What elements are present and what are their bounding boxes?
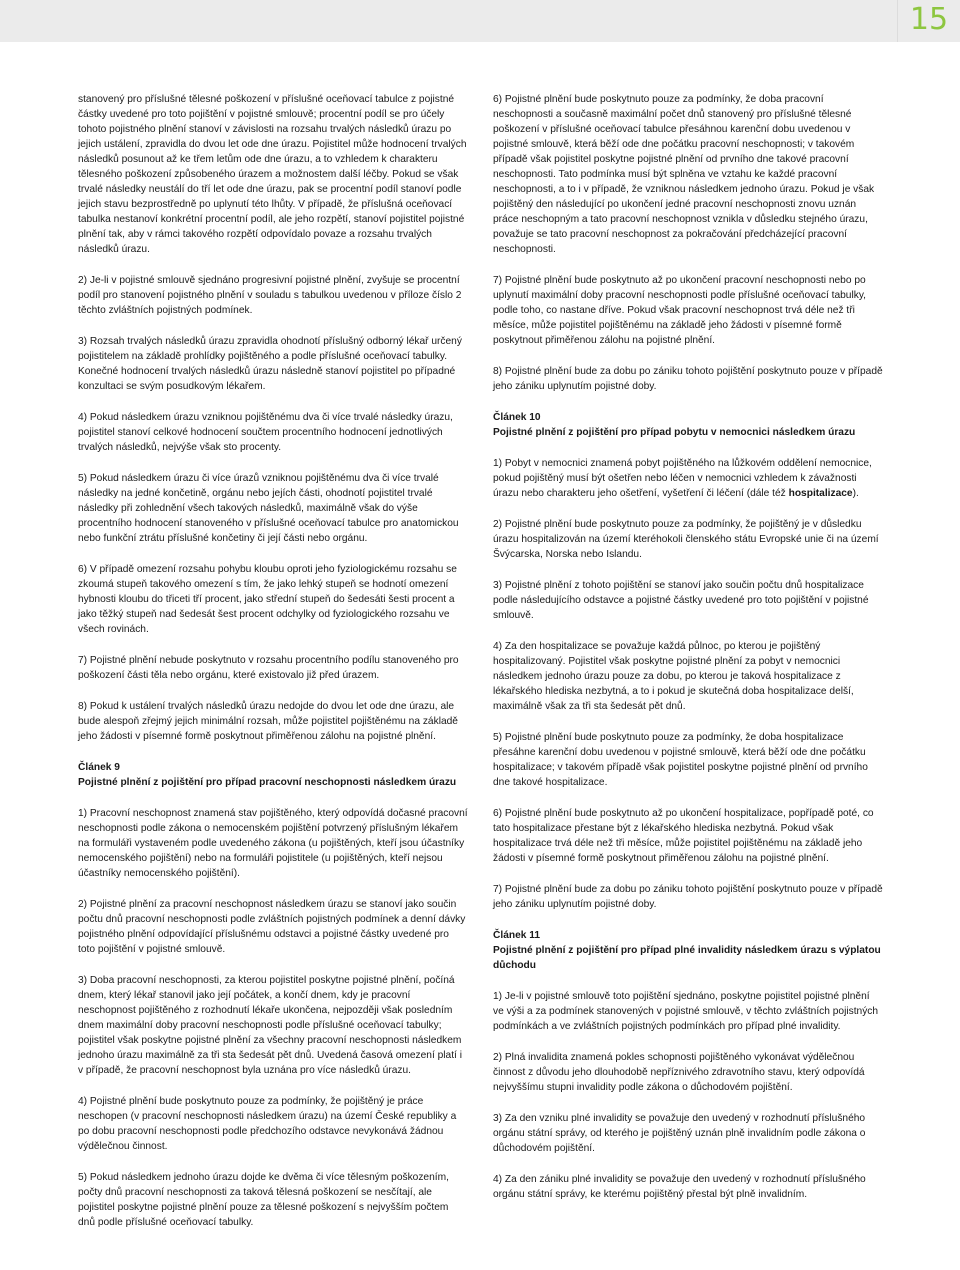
paragraph: 5) Pojistné plnění bude poskytnuto pouze za podmínky, že doba hospitalizace přesáhne karenční dobu uvedenou v pojistné smlouvě, která běží ode dne počátku hospitalizace; v takovém případě však pojistitel poskytne pojistné plnění od prvního dne takové hospitalizace. xyxy=(493,732,868,788)
paragraph: 3) Rozsah trvalých následků úrazu zpravidla ohodnotí příslušný odborný lékař určený pojistitelem na základě prohlídky pojištěného a podle příslušné oceňovací tabulky. Konečné hodnocení trvalých následků úrazu následně stanoví pojistitel po případné konzultaci se svým posudkovým lékařem. xyxy=(78,336,462,392)
paragraph: 7) Pojistné plnění bude poskytnuto až po ukončení pracovní neschopnosti nebo po uplynutí maximální doby pracovní neschopnosti podle příslušné oceňovací tabulky, podle toho, co nastane dříve. Pokud však pracovní neschopnost trvá déle než tři měsíce, může pojistitel pojištěnému na základě jeho žádosti v písemné formě poskytnout přiměřenou zálohu na pojistné plnění. xyxy=(493,275,867,346)
paragraph: 6) Pojistné plnění bude poskytnuto až po ukončení hospitalizace, popřípadě poté, co tato hospitalizace přestane být z lékařského hlediska nezbytná. Pokud však hospitalizace trvá déle než tři měsíce, může pojistitel pojištěnému na základě jeho žádosti v písemné formě poskytnout přiměřenou zálohu na pojistné plnění. xyxy=(493,808,874,864)
article-title: Pojistné plnění z pojištění pro případ pracovní neschopnosti následkem úrazu xyxy=(78,777,457,788)
paragraph: 5) Pokud následkem úrazu či více úrazů vzniknou pojištěnému dva či více trvalé následky na jedné končetině, orgánu nebo jejích části, ohodnotí pojistitel trvalé následky při zohlednění všech takových následků, maximálně však do výše procentního hodnocení stanoveného v příslušné oceňovací tabulce pro anatomickou nebo funkční ztrátu příslušné končetiny či její části nebo orgánu. xyxy=(78,473,459,544)
paragraph: 3) Pojistné plnění z tohoto pojištění se stanoví jako součin počtu dnů hospitalizace podle následujícího odstavce a pojistné částky uvedené pro toto pojištění v pojistné smlouvě. xyxy=(493,580,869,621)
paragraph: 1) Je-li v pojistné smlouvě toto pojištění sjednáno, poskytne pojistitel pojistné plnění ve výši a za podmínek stanovených v pojistné smlouvě, v těchto zvláštních pojistných podmínkách a ve zvláštních pojistných podmínkách pro případ plné invalidity. xyxy=(493,991,879,1032)
paragraph: 4) Za den hospitalizace se považuje každá půlnoc, po kterou je pojištěný hospitalizovaný. Pojistitel však poskytne pojistné plnění za pobyt v nemocnici následkem jednoho úrazu pouze za dobu, po kterou je taková hospitalizace z lékařského hlediska nezbytná, a to i pokud je skutečná doba hospitalizace delší, maximálně však za tři sta šedesát pět dnů. xyxy=(493,641,854,712)
paragraph: 3) Doba pracovní neschopnosti, za kterou pojistitel poskytne pojistné plnění, počíná dnem, který lékař stanovil jako její počátek, a končí dnem, kdy je pracovní neschopnost pojištěného z rozhodnutí lékaře ukončena, nejpozději však posledním dnem maximální doby pracovní neschopnosti podle příslušné oceňovací tabulky; pojistitel však poskytne pojistné plnění za všechny pracovní neschopnosti následkem jednoho úrazu maximálně za tři sta šedesát pět dnů. Uvedená časová omezení platí i v případě, že pracovní neschopnost byla uznána pro více následků úrazu. xyxy=(78,975,462,1076)
paragraph: stanovený pro příslušné tělesné poškození v příslušné oceňovací tabulce z pojistné částky uvedené pro toto pojištění v pojistné smlouvě; procentní podíl se pro účely tohoto pojistného plnění stanoví v závislosti na rozsahu trvalých následků úrazu po jejich ustálení, zpravidla do dvou let ode dne úrazu. Pojistitel může hodnocení trvalých následků posunout až ke třem letům ode dne úrazu, a to vzhledem k charakteru tělesného poškození způsobeného úrazem a možnostem další léčby. Pokud se však trvalé následky neustálí do tří let ode dne úrazu, pak se procentní podíl stanoví podle jejich stavu bezprostředně po uplynutí této lhůty. V případě, že příslušná oceňovací tabulka nestanoví konkrétní procentní podíl, ale jeho rozpětí, stanoví pojistitel pojistné plnění tak, aby v rámci takového rozpětí odpovídalo povaze a rozsahu trvalých následků úrazu. xyxy=(78,94,467,255)
paragraph: 7) Pojistné plnění nebude poskytnuto v rozsahu procentního podílu stanoveného pro poškození části těla nebo orgánu, které existovalo již před úrazem. xyxy=(78,655,459,681)
header-bar xyxy=(0,0,960,42)
article-title: Pojistné plnění z pojištění pro případ plné invalidity následkem úrazu s výplatou důchodu xyxy=(493,945,881,971)
article-heading xyxy=(78,760,468,790)
article-title: Pojistné plnění z pojištění pro případ pobytu v nemocnici následkem úrazu xyxy=(493,427,856,438)
right-column xyxy=(493,92,883,1218)
article-number: Článek 9 xyxy=(78,762,120,773)
defined-term: hospitalizace xyxy=(788,488,853,499)
paragraph: 3) Za den vzniku plné invalidity se považuje den uvedený v rozhodnutí příslušného orgánu státní správy, od kterého je pojištěný uznán plně invalidním podle zákona o důchodovém pojištění. xyxy=(493,1113,866,1154)
paragraph: 7) Pojistné plnění bude za dobu po zániku tohoto pojištění poskytnuto pouze v případě jeho zániku uplynutím pojistné doby. xyxy=(493,884,883,910)
paragraph: 4) Pokud následkem úrazu vzniknou pojištěnému dva či více trvalé následky úrazu, pojistitel stanoví celkové hodnocení součtem procentního hodnocení jednotlivých trvalých následků, nejvýše však sto procenty. xyxy=(78,412,453,453)
paragraph: 2) Plná invalidita znamená pokles schopnosti pojištěného vykonávat výdělečnou činnost z důvodu jeho dlouhodobě nepříznivého zdravotního stavu, který odpovídá nejvyššímu stupni invalidity podle zákona o důchodovém pojištění. xyxy=(493,1052,865,1093)
paragraph: 6) V případě omezení rozsahu pohybu kloubu oproti jeho fyziologickému rozsahu se zkoumá stupeň takového omezení s tím, že jako lehký stupeň se hodnotí omezení hybnosti kloubu do třiceti tří procent, jako střední stupeň do šedesáti šesti procent a jako těžký stupeň nad šedesát šest procent odchylky od fyziologického rozsahu ve všech rovinách. xyxy=(78,564,457,635)
paragraph xyxy=(493,456,883,501)
article-heading xyxy=(493,410,883,440)
article-number: Článek 10 xyxy=(493,412,541,423)
paragraph: 5) Pokud následkem jednoho úrazu dojde ke dvěma či více tělesným poškozením, počty dnů pracovní neschopnosti za taková tělesná poškození se nesčítají, ale pojistitel poskytne pojistné plnění pouze za tělesné poškození s nejvyšším počtem dnů podle příslušné oceňovací tabulky. xyxy=(78,1172,449,1228)
page-number: 15 xyxy=(897,0,960,42)
paragraph-text: 1) Pobyt v nemocnici znamená pobyt pojištěného na lůžkovém oddělení nemocnice, pokud pojištěný musí být ošetřen nebo léčen v nemocnici vzhledem k závažnosti úrazu nebo charakteru jeho ošetření, vyšetření či léčení (dále též xyxy=(493,458,872,499)
paragraph: 8) Pokud k ustálení trvalých následků úrazu nedojde do dvou let ode dne úrazu, ale bude alespoň zřejmý jejich minimální rozsah, může pojistitel pojištěnému na základě jeho žádosti v písemné formě poskytnout přiměřenou zálohu na pojistné plnění. xyxy=(78,701,458,742)
left-column xyxy=(78,92,468,1246)
paragraph-tail: ). xyxy=(852,488,859,499)
article-heading xyxy=(493,928,883,973)
paragraph: 1) Pracovní neschopnost znamená stav pojištěného, který odpovídá dočasné pracovní neschopnosti podle zákona o nemocenském pojištění potvrzený příslušným lékařem na formuláři vystaveném podle uvedeného zákona (u pojištěných, kteří jsou účastníky nemocenského pojištění) nebo na formuláři pojistitele (u pojištěných, kteří nejsou účastníky nemocenského pojištění). xyxy=(78,808,468,879)
paragraph: 2) Pojistné plnění bude poskytnuto pouze za podmínky, že pojištěný je v důsledku úrazu hospitalizován na území kteréhokoli členského státu Evropské unie či na území Švýcarska, Norska nebo Islandu. xyxy=(493,519,879,560)
article-number: Článek 11 xyxy=(493,930,541,941)
paragraph: 2) Je-li v pojistné smlouvě sjednáno progresivní pojistné plnění, zvyšuje se procentní podíl pro stanovení pojistného plnění v souladu s tabulkou uvedenou v příloze číslo 2 těchto zvláštních pojistných podmínek. xyxy=(78,275,462,316)
paragraph: 6) Pojistné plnění bude poskytnuto pouze za podmínky, že doba pracovní neschopnosti a současně maximální počet dnů stanovený pro příslušné tělesné poškození v příslušné oceňovací tabulce přesáhnou karenční dobu uvedenou v pojistné smlouvě, která běží ode dne počátku pracovní neschopnosti; v takovém případě však pojistitel poskytne pojistné plnění od prvního dne takové pracovní neschopnosti. Tato podmínka musí být splněna ve vztahu ke každé pracovní neschopnosti, a to i v případě, že vzniknou následkem jednoho úrazu. Pokud je však pojištěný den následující po ukončení jedné pracovní neschopnosti znovu uznán práce neschopným a tato pracovní neschopnost vznikla v důsledku stejného úrazu, považuje se tato pracovní neschopnost za pokračování předcházející pracovní neschopnosti. xyxy=(493,94,875,255)
paragraph: 4) Za den zániku plné invalidity se považuje den uvedený v rozhodnutí příslušného orgánu státní správy, ke kterému pojištěný přestal být plně invalidním. xyxy=(493,1174,866,1200)
paragraph: 2) Pojistné plnění za pracovní neschopnost následkem úrazu se stanoví jako součin počtu dnů pracovní neschopnosti podle zvláštních pojistných podmínek a denní dávky pojistného plnění odpovídající příslušnému odstavci a pojistné částky uvedené pro toto pojištění v pojistné smlouvě. xyxy=(78,899,466,955)
paragraph: 4) Pojistné plnění bude poskytnuto pouze za podmínky, že pojištěný je práce neschopen (v pracovní neschopnosti následkem úrazu) na území České republiky a po dobu pracovní neschopnosti podle předchozího odstavce nevykonává žádnou výdělečnou činnost. xyxy=(78,1096,457,1152)
paragraph: 8) Pojistné plnění bude za dobu po zániku tohoto pojištění poskytnuto pouze v případě jeho zániku uplynutím pojistné doby. xyxy=(493,366,883,392)
